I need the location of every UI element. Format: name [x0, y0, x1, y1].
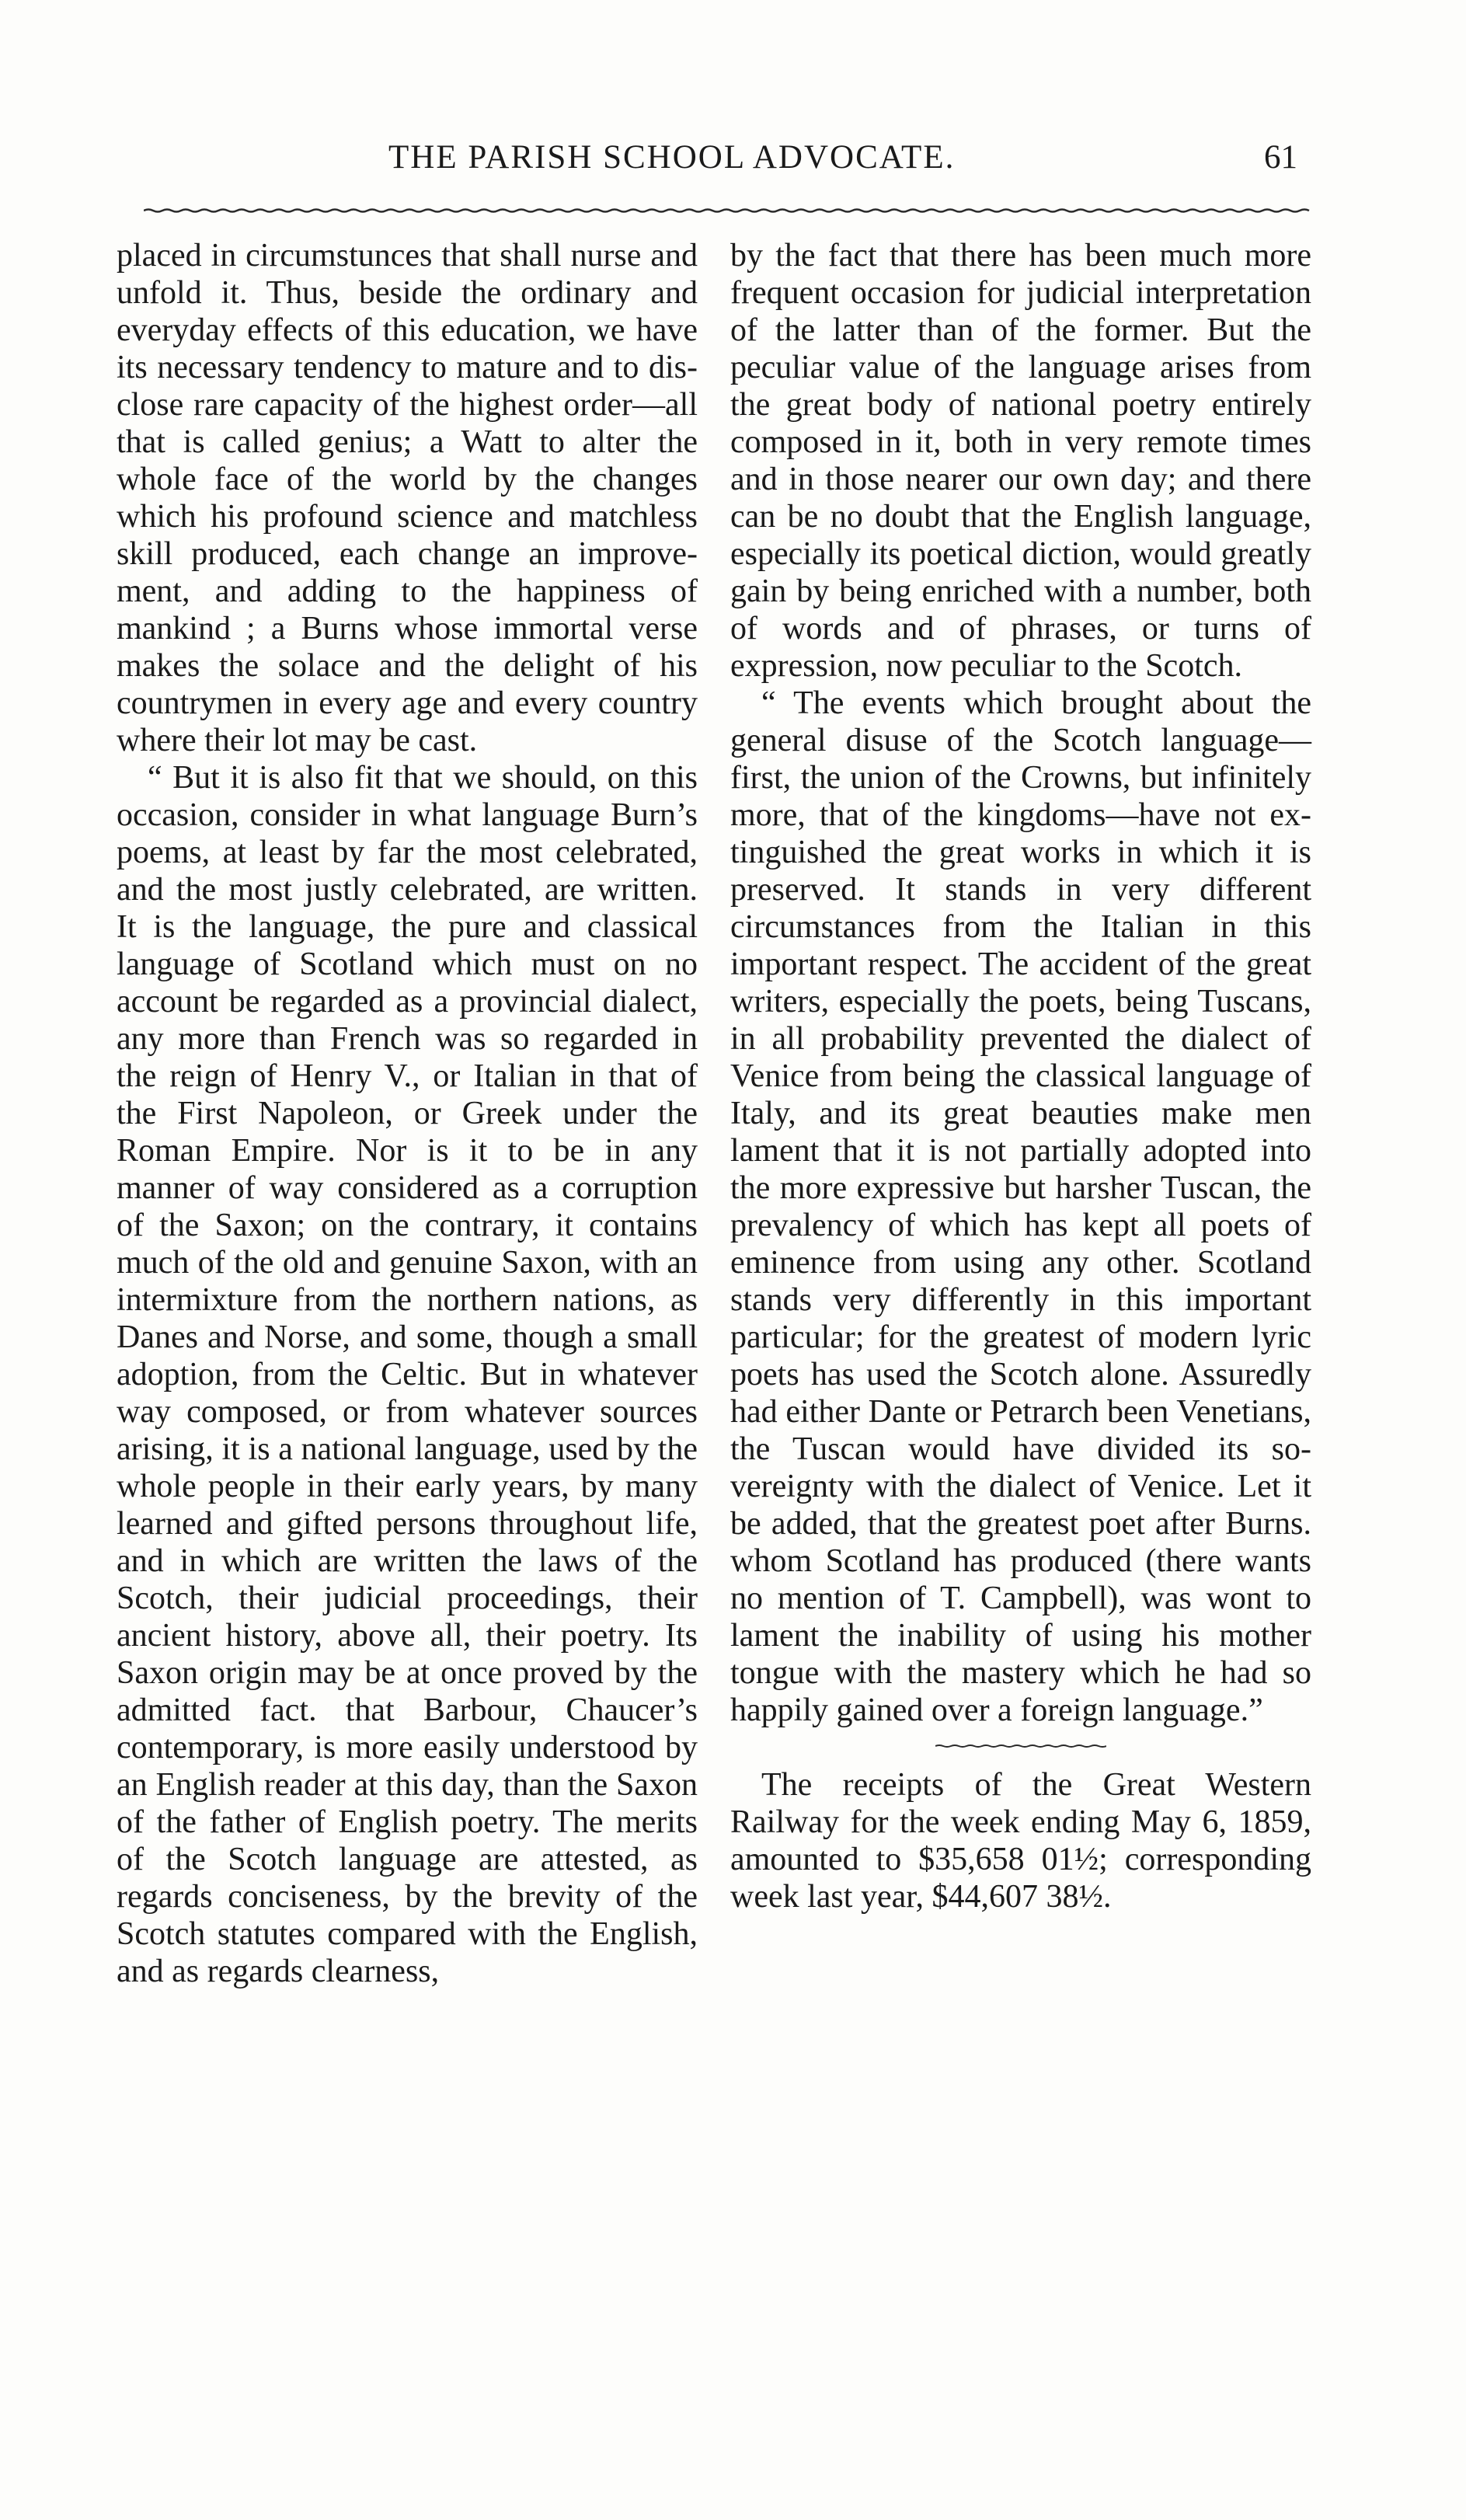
paragraph-events-disuse: “ The events which brought about the general disuse of the Scotch language—first, the union of the Crowns, but infinitely more, that of the kingdoms—have not extinguished the great works in which it is preserved. It stands in very different circumstances from the Italian in this important respect. The accident of the great writers, especially the poets, being Tuscans, in all probability prevented the dialect of Venice from being the classical language of Italy, and its great beauties make men lament that it is not partially adopted into the more expressive but harsher Tuscan, the prevalency of which has kept all poets of eminence from using any other. Scotland stands very differently in this important particular; for the greatest of modern lyric poets has used the Scotch alone. Assuredly had either Dante or Petrarch been Venetians, the Tuscan would have divided its sovereignty with the dialect of Venice. Let it be added, that the greatest poet after Burns. whom Scotland has produced (there wants no mention of T. Campbell), was wont to lament the inability of using his mother tongue with the mastery which he had so happily gained over a foreign language.”: [730, 685, 1311, 1728]
paragraph-scotch-language: “ But it is also fit that we should, on this occasion, consider in what language Burn’s poems, at least by far the most celebrated, and the most justly celebrated, are written. It is the language, the pure and classical language of Scotland which must on no account be regarded as a provincial dialect, any more than French was so regarded in the reign of Henry V., or Italian in that of the First Napoleon, or Greek under the Roman Empire. Nor is it to be in any manner of way considered as a corruption of the Saxon; on the contrary, it contains much of the old and genuine Saxon, with an intermixture from the northern nations, as Danes and Norse, and some, though a small adoption, from the Celtic. But in whatever way composed, or from whatever sources arising, it is a national language, used by the whole people in their early years, by many learned and gifted persons throughout life, and in which are written the laws of the Scotch, their judicial proceedings, their ancient history, above all, their poetry. Its Saxon origin may be at once proved by the admitted fact. that Barbour, Chaucer’s contemporary, is more easily understood by an English reader at this day, than the Saxon of the father of English poetry. The merits of the Scotch language are attested, as regards conciseness, by the brevity of the Scotch statutes compared with the English, and as regards clearness,: [117, 760, 698, 1989]
right-column: [730, 237, 1311, 1915]
wavy-rule-graphic: [144, 208, 1313, 213]
left-column: [117, 237, 698, 1990]
running-head: [117, 138, 1297, 193]
header-wavy-rule: [144, 208, 1313, 213]
page-number: 61: [1264, 139, 1297, 176]
paragraph-judicial-interpretation: by the fact that there has been much more frequent occasion for judicial interpretation of the latter than of the former. But the peculiar value of the language arises from the great body of national poetry entirely composed in it, both in very remote times and in those nearer our own day; and there can be no doubt that the English language, especially its poetical diction, would greatly gain by being enriched with a number, both of words and of phrases, or turns of expression, now peculiar to the Scotch.: [730, 238, 1311, 684]
running-title: THE PARISH SCHOOL ADVOCATE.: [388, 139, 956, 176]
section-divider-rule: [935, 1744, 1106, 1748]
railway-receipts-notice: The receipts of the Great Western Railway for the week ending May 6, 1859, amounted to $35,658 01½; corresponding week last year, $44,607 38½.: [730, 1767, 1311, 1915]
paragraph-genius: placed in circumstunces that shall nurse and unfold it. Thus, beside the ordinary and everyday effects of this education, we have its necessary tendency to mature and to disclose rare capacity of the highest order—all that is called genius; a Watt to alter the whole face of the world by the changes which his profound science and matchless skill produced, each change an improvement, and adding to the happiness of mankind ; a Burns whose immortal verse makes the solace and the delight of his countrymen in every age and every country where their lot may be cast.: [117, 238, 698, 758]
